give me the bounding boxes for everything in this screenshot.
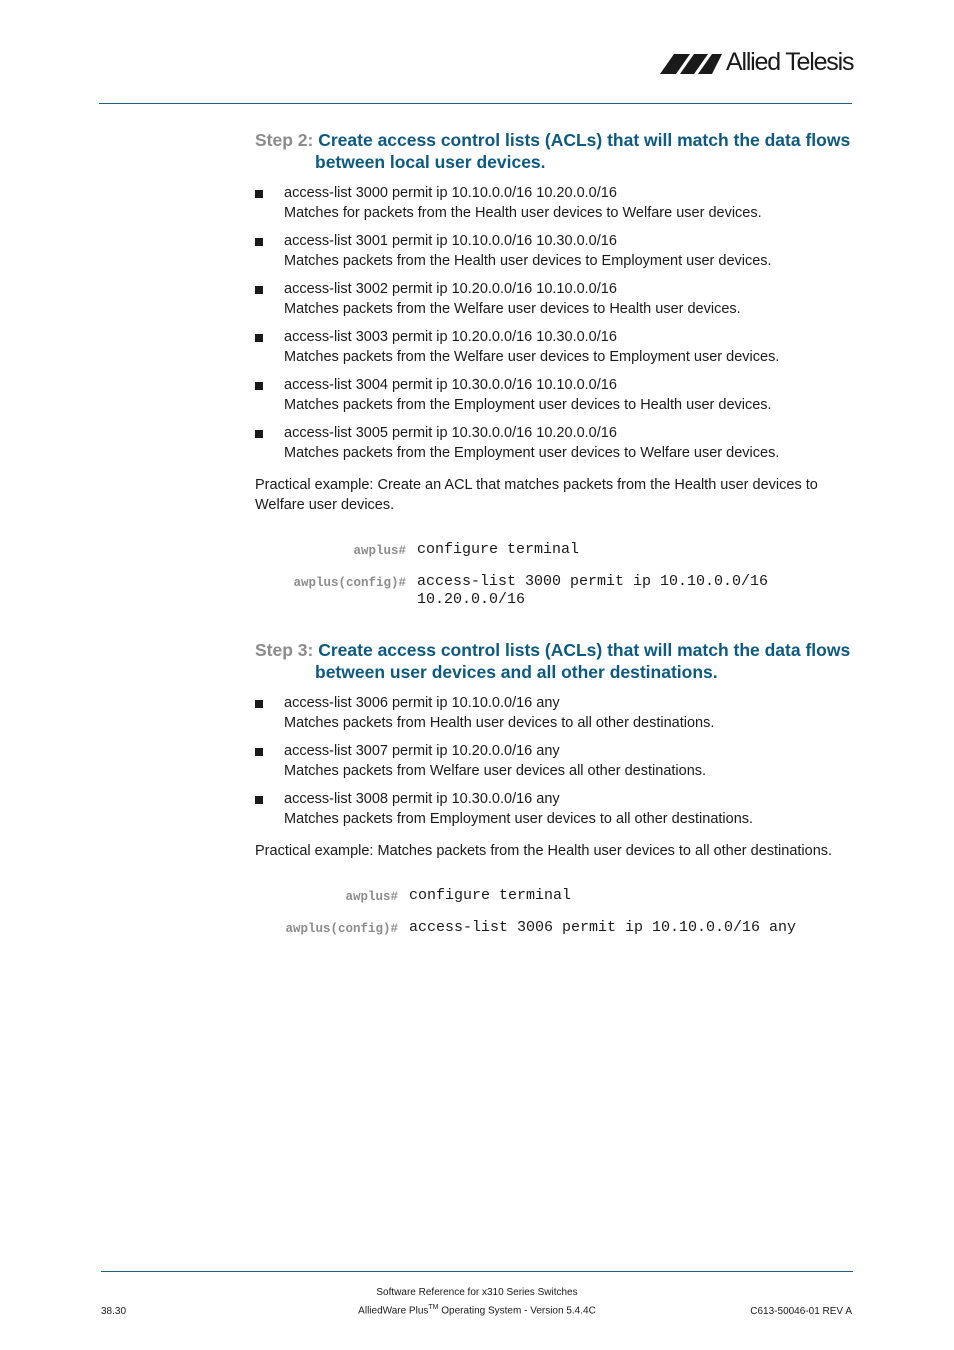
acl-description: Matches for packets from the Health user devices to Welfare user devices. [284, 204, 762, 221]
list-item [255, 790, 855, 829]
step3-title-line2: between user devices and all other destinations. [315, 662, 718, 682]
step2-heading [255, 129, 855, 173]
step2-title-line1: Create access control lists (ACLs) that will match the data flows [318, 130, 851, 150]
header-rule [99, 103, 852, 104]
list-item [255, 376, 855, 415]
step2-example-line2: Welfare user devices. [255, 496, 395, 513]
bullet-square-icon [255, 238, 263, 246]
acl-command: access-list 3002 permit ip 10.20.0.0/16 10.10.0.0/16 [284, 281, 617, 297]
allied-telesis-logo [660, 48, 854, 82]
list-item [255, 280, 855, 319]
cli-prompt: awplus# [353, 544, 406, 558]
step3-heading [255, 639, 855, 683]
list-item [255, 232, 855, 271]
acl-description: Matches packets from Welfare user devices all other destinations. [284, 762, 707, 779]
acl-description: Matches packets from the Welfare user devices to Employment user devices. [284, 348, 780, 365]
step2-example [255, 476, 855, 515]
list-item [255, 424, 855, 463]
bullet-square-icon [255, 796, 263, 804]
cli-command: access-list 3000 permit ip 10.10.0.0/16 [417, 573, 769, 590]
step3-title-line1: Create access control lists (ACLs) that will match the data flows [318, 640, 851, 660]
bullet-square-icon [255, 190, 263, 198]
list-item [255, 328, 855, 367]
footer-rule [101, 1271, 853, 1272]
acl-description: Matches packets from Employment user devices to all other destinations. [284, 810, 754, 827]
document-id: C613-50046-01 REV A [750, 1306, 852, 1317]
footer-os-version: Operating System - Version 5.4.4C [441, 1305, 596, 1317]
step2-bullet-list [255, 184, 855, 472]
acl-command: access-list 3001 permit ip 10.10.0.0/16 10.30.0.0/16 [284, 233, 617, 249]
bullet-square-icon [255, 748, 263, 756]
acl-command: access-list 3003 permit ip 10.20.0.0/16 10.30.0.0/16 [284, 329, 617, 345]
acl-command: access-list 3007 permit ip 10.20.0.0/16 any [284, 743, 560, 759]
acl-description: Matches packets from Health user devices to all other destinations. [284, 714, 715, 731]
page-number: 38.30 [101, 1306, 127, 1317]
cli-prompt: awplus# [345, 890, 398, 904]
footer-trademark: TM [428, 1304, 439, 1311]
cli-prompt: awplus(config)# [285, 922, 398, 936]
cli-command-continued: 10.20.0.0/16 [417, 591, 526, 608]
acl-description: Matches packets from the Employment user devices to Welfare user devices. [284, 444, 780, 461]
bullet-square-icon [255, 286, 263, 294]
footer-product: AlliedWare Plus [358, 1305, 429, 1317]
acl-command: access-list 3000 permit ip 10.10.0.0/16 10.20.0.0/16 [284, 185, 617, 201]
cli-command: configure terminal [417, 541, 580, 558]
step3-example: Practical example: Matches packets from the Health user devices to all other destinations. [255, 843, 833, 859]
acl-description: Matches packets from the Health user devices to Employment user devices. [284, 252, 772, 269]
brand-name: Allied Telesis [726, 48, 854, 76]
list-item [255, 184, 855, 223]
step2-example-line1: Practical example: Create an ACL that matches packets from the Health user devices to [255, 477, 818, 493]
step3-label: Step 3: [255, 640, 314, 660]
list-item [255, 694, 855, 733]
acl-description: Matches packets from the Employment user devices to Health user devices. [284, 396, 772, 413]
cli-command: configure terminal [409, 887, 572, 904]
acl-command: access-list 3006 permit ip 10.10.0.0/16 any [284, 695, 560, 711]
allied-telesis-mark-icon [660, 54, 722, 74]
cli-prompt: awplus(config)# [293, 576, 406, 590]
bullet-square-icon [255, 430, 263, 438]
step2-label: Step 2: [255, 130, 314, 150]
acl-description: Matches packets from the Welfare user devices to Health user devices. [284, 300, 741, 317]
bullet-square-icon [255, 700, 263, 708]
bullet-square-icon [255, 382, 263, 390]
acl-command: access-list 3008 permit ip 10.30.0.0/16 any [284, 791, 560, 807]
step3-bullet-list [255, 694, 855, 838]
step2-title-line2: between local user devices. [315, 152, 546, 172]
list-item [255, 742, 855, 781]
bullet-square-icon [255, 334, 263, 342]
footer-title: Software Reference for x310 Series Switches [376, 1287, 578, 1298]
acl-command: access-list 3004 permit ip 10.30.0.0/16 10.10.0.0/16 [284, 377, 617, 393]
acl-command: access-list 3005 permit ip 10.30.0.0/16 10.20.0.0/16 [284, 425, 617, 441]
cli-command: access-list 3006 permit ip 10.10.0.0/16 any [409, 919, 797, 936]
